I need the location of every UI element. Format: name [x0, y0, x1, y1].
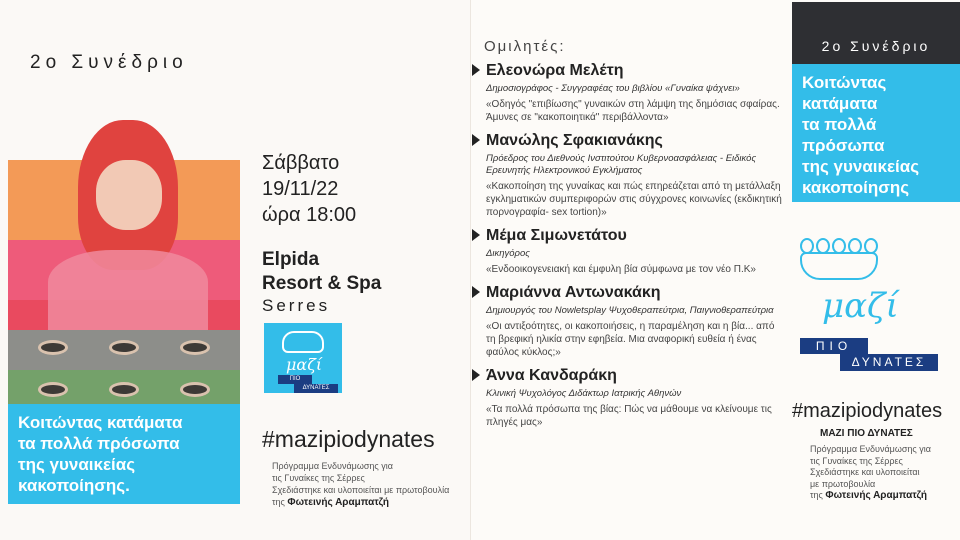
speaker-name: Μαριάννα Αντωνακάκη: [486, 284, 661, 301]
speaker-item: [472, 61, 782, 124]
venue-city: Serres: [262, 296, 331, 315]
speakers-list: [472, 38, 782, 436]
speaker-name: Άννα Κανδαράκη: [486, 367, 617, 384]
program-prefix: της: [810, 490, 823, 500]
divider: [470, 0, 471, 540]
speaker-talk: «Ενδοοικογενειακή και έμφυλη βία σύμφωνα με τον νέο Π.Κ»: [486, 264, 756, 275]
initiator-name: Φωτεινής Αραμπατζή: [825, 490, 927, 501]
speaker-item: [472, 226, 782, 276]
triangle-bullet-icon: [472, 134, 480, 146]
headline-line: τα πολλά πρόσωπα: [18, 434, 180, 453]
venue-name-1: Elpida: [262, 249, 320, 270]
initiator-name: Φωτεινής Αραμπατζή: [287, 497, 389, 508]
logo-tag-1: ΠΙΟ: [800, 338, 868, 354]
logo-text: μαζί: [822, 286, 899, 326]
speaker-role: Πρόεδρος του Διεθνούς Ινστιτούτου Κυβερνοασφάλειας - Ειδικός Ερευνητής Ηλεκτρονικού Εγκλήματος: [486, 153, 757, 176]
conference-number-right: 2ο Συνέδριο: [821, 38, 931, 54]
mazi-logo-large: [800, 238, 940, 378]
woman-body: [48, 250, 208, 330]
program-credit: [272, 460, 462, 509]
conference-number: 2ο Συνέδριο: [30, 52, 188, 73]
eye-icon: [112, 343, 136, 352]
event-date-value: 19/11/22: [262, 178, 339, 200]
people-icon: [282, 331, 324, 353]
event-venue: [262, 248, 381, 316]
right-headline-box: [792, 64, 960, 202]
woman-face: [96, 160, 162, 230]
mazi-caption: ΜΑΖΙ ΠΙΟ ΔΥΝΑΤΕΣ: [820, 428, 913, 439]
triangle-bullet-icon: [472, 369, 480, 381]
program-credit-right: [810, 444, 950, 502]
eyes-strip-1: [18, 336, 230, 358]
logo-tag-1: ΠΙΟ: [278, 375, 312, 384]
program-line: Πρόγραμμα Ενδυνάμωσης για: [810, 444, 931, 454]
speaker-item: [472, 283, 782, 359]
event-date: [262, 150, 356, 228]
headline-line: τα πολλά: [802, 115, 877, 134]
speaker-role: Δημιουργός του Nowletsplay Ψυχοθεραπεύτρια, Παιγνιοθεραπεύτρια: [486, 305, 774, 316]
headline-line: της γυναικείας: [802, 157, 920, 176]
speaker-role: Δημοσιογράφος - Συγγραφέας του βιβλίου «Γυναίκα ψάχνει»: [486, 83, 740, 94]
event-day: Σάββατο: [262, 152, 340, 174]
eye-icon: [41, 343, 65, 352]
hashtag: #mazipiodynates: [262, 426, 435, 452]
triangle-bullet-icon: [472, 64, 480, 76]
left-poster: [0, 0, 470, 540]
speaker-talk: «Κακοποίηση της γυναίκας και πώς επηρεάζεται από τη μετάλλαξη εγκληματικών συμπεριφορών στις σύγχρονες κοινωνίες (εκδικητική πορνογραφία- sex tortion)»: [486, 181, 782, 218]
triangle-bullet-icon: [472, 286, 480, 298]
headline-line: Κοιτώντας κατάματα: [18, 413, 183, 432]
venue-name-2: Resort & Spa: [262, 273, 382, 294]
eye-icon: [183, 385, 207, 394]
headline-line: της γυναικείας: [18, 455, 136, 474]
eye-icon: [41, 385, 65, 394]
program-line: Πρόγραμμα Ενδυνάμωσης για: [272, 461, 393, 471]
program-line: τις Γυναίκες της Σέρρες: [272, 473, 365, 483]
speaker-name: Μέμα Σιμωνετάτου: [486, 227, 627, 244]
program-prefix: της: [272, 497, 285, 507]
triangle-bullet-icon: [472, 229, 480, 241]
eye-icon: [112, 385, 136, 394]
headline-line: κακοποίησης.: [18, 476, 130, 495]
eye-icon: [183, 343, 207, 352]
headline-line: κακοποίησης: [802, 178, 910, 197]
speaker-talk: «Οδηγός "επιβίωσης" γυναικών στη λάμψη της δημόσιας σφαίρας. Άμυνες σε "κακοποιητικά" περιβάλλοντα»: [486, 99, 780, 123]
eyes-strip-2: [18, 378, 230, 400]
speakers-heading: Ομιλητές:: [484, 38, 566, 55]
headline-box: [8, 404, 240, 504]
speaker-item: [472, 131, 782, 219]
program-line: με πρωτοβουλία: [810, 478, 876, 489]
hashtag-right: #mazipiodynates: [792, 400, 943, 422]
mazi-logo-small: [264, 323, 342, 393]
speaker-talk: «Οι αντιξοότητες, οι κακοποιήσεις, η παραμέληση και η βία... από τη βρεφική ηλικία στην εφηβεία. Μια αναφορική ευθεία ή ένας φαύλος κύκλος;»: [486, 321, 775, 358]
headline-line: πρόσωπα: [802, 136, 885, 155]
program-line: Σχεδιάστηκε και υλοποιείται με πρωτοβουλία: [272, 485, 450, 495]
speaker-talk: «Τα πολλά πρόσωπα της βίας: Πώς να μάθουμε να κλείνουμε τις πληγές μας»: [486, 404, 772, 428]
speaker-role: Κλινική Ψυχολόγος Διδάκτωρ Ιατρικής Αθηνών: [486, 388, 682, 399]
people-base-icon: [800, 252, 878, 280]
right-title-bar: [792, 2, 960, 64]
speaker-item: [472, 366, 782, 429]
logo-tag-2: ΔΥΝΑΤΕΣ: [840, 354, 938, 371]
poster-illustration: [8, 120, 240, 410]
speaker-name: Μανώλης Σφακιανάκης: [486, 132, 663, 149]
headline-line: κατάματα: [802, 94, 878, 113]
event-time: ώρα 18:00: [262, 204, 357, 226]
headline-line: Κοιτώντας: [802, 73, 887, 92]
program-line: Σχεδιάστηκε και υλοποιείται: [810, 467, 920, 477]
logo-text: μαζί: [286, 355, 323, 374]
program-line: τις Γυναίκες της Σέρρες: [810, 455, 903, 466]
speaker-name: Ελεονώρα Μελέτη: [486, 62, 624, 79]
logo-tag-2: ΔΥΝΑΤΕΣ: [294, 384, 338, 393]
speaker-role: Δικηγόρος: [486, 248, 530, 259]
